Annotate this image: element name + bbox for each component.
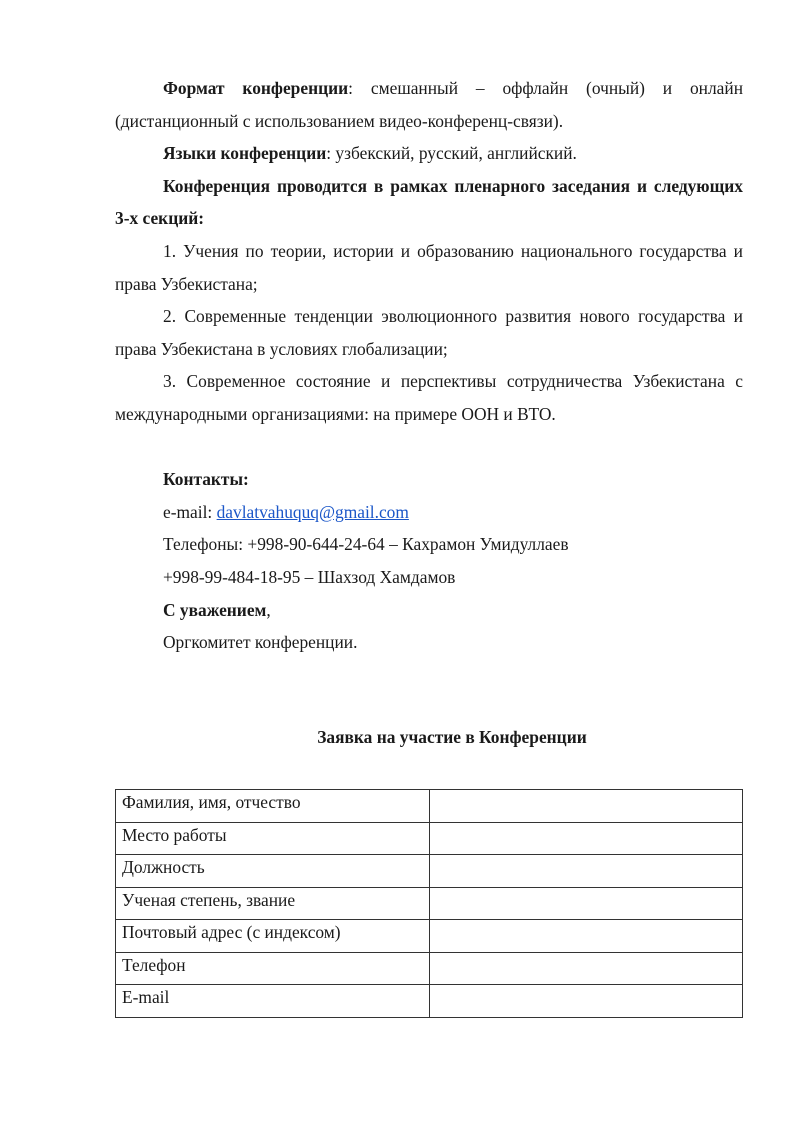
table-row [116,920,743,953]
form-value-fullname[interactable] [430,790,743,823]
section-item-2: 2. Современные тенденции эволюционного развития нового государства и права Узбекистана в условиях глобализации; [115,306,743,359]
form-title: Заявка на участие в Конференции [317,727,587,747]
form-value-position[interactable] [430,855,743,888]
regards-line [115,594,743,627]
form-label-position: Должность [116,855,430,888]
email-link[interactable]: davlatvahuquq@gmail.com [216,501,409,522]
regards-comma: , [266,599,271,620]
form-label-address: Почтовый адрес (с индексом) [116,920,430,953]
table-row [116,887,743,920]
form-label-fullname: Фамилия, имя, отчество [116,790,430,823]
form-label-degree: Ученая степень, звание [116,887,430,920]
format-label: Формат конференции [163,78,349,98]
form-label-workplace: Место работы [116,822,430,855]
format-text: : смешанный – оффлайн (очный) и онлайн (дистанционный с использованием видео-конференц-связи). [115,78,744,131]
form-label-phone: Телефон [116,952,430,985]
document-body [115,72,743,659]
languages-label: Языки конференции [163,143,327,164]
form-value-workplace[interactable] [430,822,743,855]
email-label: e-mail: [163,501,217,522]
regards-text: С уважением [163,599,267,620]
table-row [116,952,743,985]
email-line [115,496,743,529]
signature-line: Оргкомитет конференции. [163,632,358,653]
phones-line-2: +998-99-484-18-95 – Шахзод Хамдамов [163,566,456,587]
form-value-degree[interactable] [430,887,743,920]
languages-text: : узбекский, русский, английский. [326,143,577,164]
table-row [116,855,743,888]
sections-intro: Конференция проводится в рамках пленарного заседания и следующих 3-х секций: [115,175,743,229]
format-paragraph [115,72,743,137]
form-value-address[interactable] [430,920,743,953]
languages-paragraph [115,137,743,170]
section-item-1: 1. Учения по теории, истории и образованию национального государства и права Узбекистана; [115,240,743,294]
table-row [116,985,743,1018]
form-value-phone[interactable] [430,952,743,985]
application-form-table [115,789,743,1018]
table-row [116,822,743,855]
section-item-3: 3. Современное состояние и перспективы сотрудничества Узбекистана с международными организациями: на примере ООН и ВТО. [115,371,743,424]
contacts-heading: Контакты: [163,469,249,490]
form-label-email: E-mail [116,985,430,1018]
phones-line-1: Телефоны: +998-90-644-24-64 – Кахрамон Умидуллаев [163,534,569,555]
table-row [116,790,743,823]
spacer [115,431,743,464]
form-value-email[interactable] [430,985,743,1018]
